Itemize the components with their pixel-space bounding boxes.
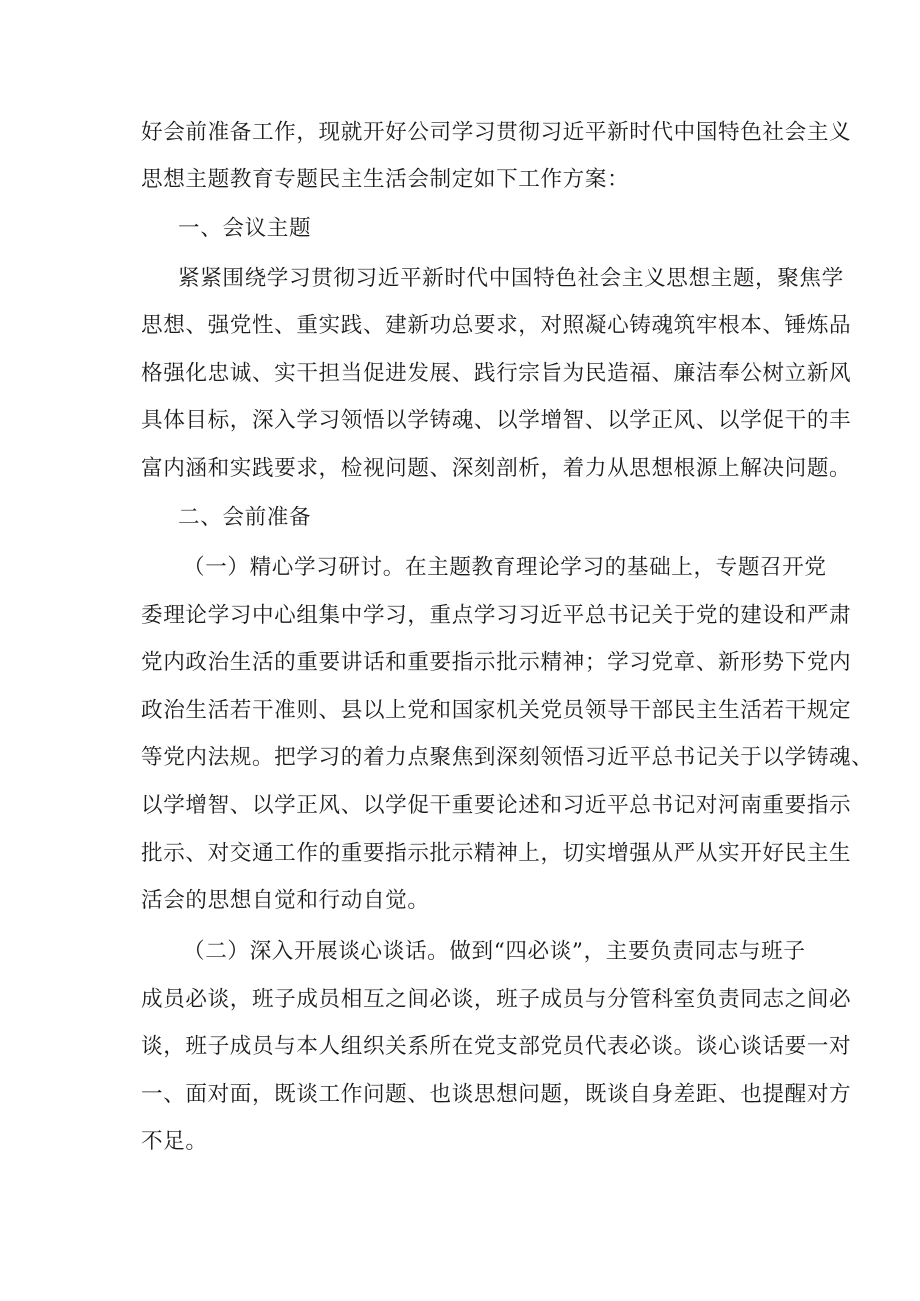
prep-1-line-2: 委理论学习中心组集中学习，重点学习习近平总书记关于党的建设和严肃 bbox=[141, 603, 852, 628]
section-heading-pre-meeting-prep: 二、会前准备 bbox=[178, 505, 312, 530]
section-heading-meeting-theme: 一、会议主题 bbox=[178, 216, 312, 241]
prep-2-line-3: 谈，班子成员与本人组织关系所在党支部党员代表必谈。谈心谈话要一对 bbox=[141, 1034, 852, 1059]
theme-line-2: 思想、强党性、重实践、建新功总要求，对照凝心铸魂筑牢根本、锤炼品 bbox=[141, 313, 852, 338]
theme-line-1: 紧紧围绕学习贯彻习近平新时代中国特色社会主义思想主题，聚焦学 bbox=[178, 266, 844, 291]
prep-1-line-7: 批示、对交通工作的重要指示批示精神上，切实增强从严从实开好民主生 bbox=[141, 841, 852, 866]
prep-1-line-8: 活会的思想自觉和行动自觉。 bbox=[141, 888, 430, 913]
prep-2-line-4: 一、面对面，既谈工作问题、也谈思想问题，既谈自身差距、也提醒对方 bbox=[141, 1082, 852, 1107]
prep-1-line-5: 等党内法规。把学习的着力点聚焦到深刻领悟习近平总书记关于以学铸魂、 bbox=[141, 745, 874, 770]
theme-line-3: 格强化忠诚、实干担当促进发展、践行宗旨为民造福、廉洁奉公树立新风 bbox=[141, 361, 852, 386]
prep-1-line-3: 党内政治生活的重要讲话和重要指示批示精神；学习党章、新形势下党内 bbox=[141, 650, 852, 675]
intro-line-2: 思想主题教育专题民主生活会制定如下工作方案： bbox=[141, 167, 630, 192]
prep-2-line-1: （二）深入开展谈心谈话。做到“四必谈”，主要负责同志与班子 bbox=[183, 939, 806, 964]
prep-1-line-1: （一）精心学习研讨。在主题教育理论学习的基础上，专题召开党 bbox=[183, 555, 827, 580]
theme-line-5: 富内涵和实践要求，检视问题、深刻剖析，着力从思想根源上解决问题。 bbox=[141, 456, 852, 481]
prep-1-line-4: 政治生活若干准则、县以上党和国家机关党员领导干部民主生活若干规定 bbox=[141, 698, 852, 723]
intro-line-1: 好会前准备工作，现就开好公司学习贯彻习近平新时代中国特色社会主义 bbox=[141, 120, 852, 145]
prep-2-line-2: 成员必谈，班子成员相互之间必谈，班子成员与分管科室负责同志之间必 bbox=[141, 987, 852, 1012]
prep-2-line-5: 不足。 bbox=[141, 1129, 208, 1154]
prep-1-line-6: 以学增智、以学正风、以学促干重要论述和习近平总书记对河南重要指示 bbox=[141, 793, 852, 818]
theme-line-4: 具体目标，深入学习领悟以学铸魂、以学增智、以学正风、以学促干的丰 bbox=[141, 408, 852, 433]
